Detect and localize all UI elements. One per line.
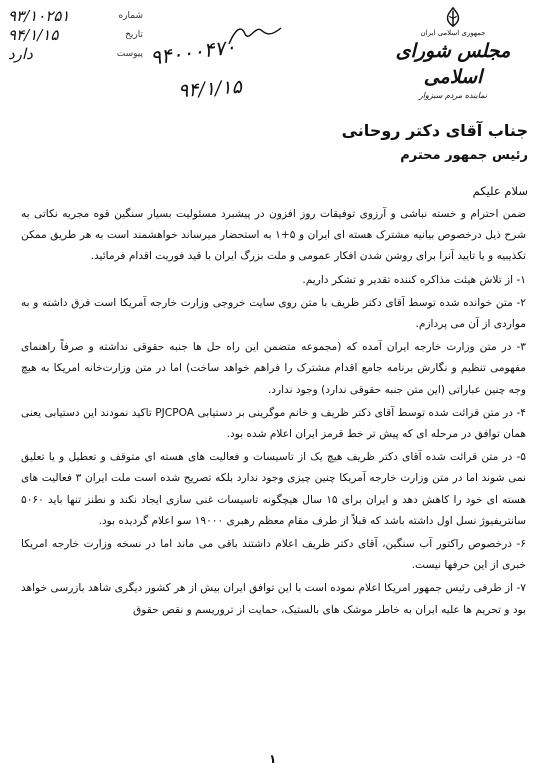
list-item: ۷- از طرفی رئیس جمهور امریکا اعلام نموده است با این توافق ایران بیش از هر کشور دیگری شاهد بازرسی خواهد بود و تحریم ها علیه ایران به خاطر موشک های بالستیک، حمایت از تروریسم و نقص حقوق <box>21 582 526 616</box>
number-value: ۹۳/۱۰۲۵۱ <box>8 6 70 25</box>
addressee-title: رئیس جمهور محترم <box>400 148 528 163</box>
letterhead-logo <box>378 6 528 101</box>
list-item: ۵- در متن قرائت شده آقای دکتر ظریف هیچ یک از تاسیسات و فعالیت های هسته ای متوقف و تعطیل و یا تعلیق نمی شوند اما در متن وزارت خارجه آمریکا چنین چیزی وجود ندارد بلکه تصریح شده است ملت ایران ۳ فعالیت های هسته ای خود را کاهش دهد و ایران برای ۱۵ سال هیچگونه تاسیسات غنی سازی ایجاد نکند و نطنز تنها باید ۵۰۶۰ سانتریفیوژ نسل اول داشته باشد که قبلاً از طرف مقام معظم رهبری ۱۹۰۰۰ سو اعلام گردیده بود. <box>21 451 527 527</box>
date-value: ۹۴/۱/۱۵ <box>8 25 59 44</box>
parliament-name: مجلس شورای اسلامی <box>395 40 511 88</box>
letter-metadata <box>8 6 143 63</box>
date-label: تاریخ <box>125 29 143 40</box>
salutation: سلام علیکم <box>472 184 528 198</box>
meta-number-row <box>8 6 143 25</box>
attachment-label: پیوست <box>116 48 143 59</box>
addressee: جناب آقای دکتر روحانی <box>341 121 528 140</box>
registration-date: ۹۴/۱/۱۵ <box>177 75 243 103</box>
number-label: شماره <box>118 10 143 21</box>
meta-date-row <box>8 25 143 44</box>
iran-emblem-icon <box>442 6 464 28</box>
list-item: ۳- در متن وزارت خارجه ایران آمده که (مجموعه متضمن این راه حل ها جنبه حقوقی نداشته و صرفاً راهنمای مفهومی تنظیم و نگارش برنامه جامع اقدام مشترک را فراهم خواهد ساخت) اما در متن وزارت‌خانه امریکا به هیچ وجه چنین عباراتی (این متن جنبه حقوقی ندارد) وجود ندارد. <box>21 341 526 396</box>
registration-number: ۹۴۰۰۰۴۷۰ <box>148 34 238 70</box>
parliament-subtitle-2: نماینده مردم سبزوار <box>418 91 488 100</box>
list-item: ۶- درخصوص راکتور آب سنگین، آقای دکتر ظریف اعلام داشتند باقی می ماند اما در نسخه وزارت خارجه امریکا خبری از این حرفها نیست. <box>21 538 526 572</box>
letter-body <box>21 204 526 621</box>
list-item: ۴- در متن قرائت شده توسط آقای دکتر ظریف و خانم موگرینی بر دستیابی PJCPOA تاکید نمودند این دستیابی یعنی همان توافق در مرحله ای که پیش تر خط قرمز ایران اعلام شده بود. <box>21 406 526 441</box>
intro-paragraph: ضمن احترام و خسته نباشی و آرزوی توفیقات روز افزون در پیشبرد مسئولیت بسیار سنگین قوه مجریه نکاتی به شرح ذیل درخصوص بیانیه مشترک هسته ای ایران و ۵+۱ به استحضار میرساند خواهشمند است به هر طریق ممکن تکذیبیه و یا تایید آنرا برای روشن شدن افکار عمومی و ملت بزرگ ایران با قید فوریت اقدام فرمائید. <box>21 208 526 263</box>
parliament-subtitle: جمهوری اسلامی ایران <box>420 29 486 37</box>
attachment-value: دارد <box>8 44 33 63</box>
meta-attachment-row <box>8 44 143 63</box>
list-item: ۱- از تلاش هیئت مذاکره کننده تقدیر و تشکر داریم. <box>302 273 526 286</box>
list-item: ۲- متن خوانده شده توسط آقای دکتر ظریف با متن روی سایت خروجی وزارت خارجه آمریکا است فرق داشته و به مواردی از آن می پردازم. <box>21 296 526 331</box>
page-number: ۱ <box>269 752 277 766</box>
